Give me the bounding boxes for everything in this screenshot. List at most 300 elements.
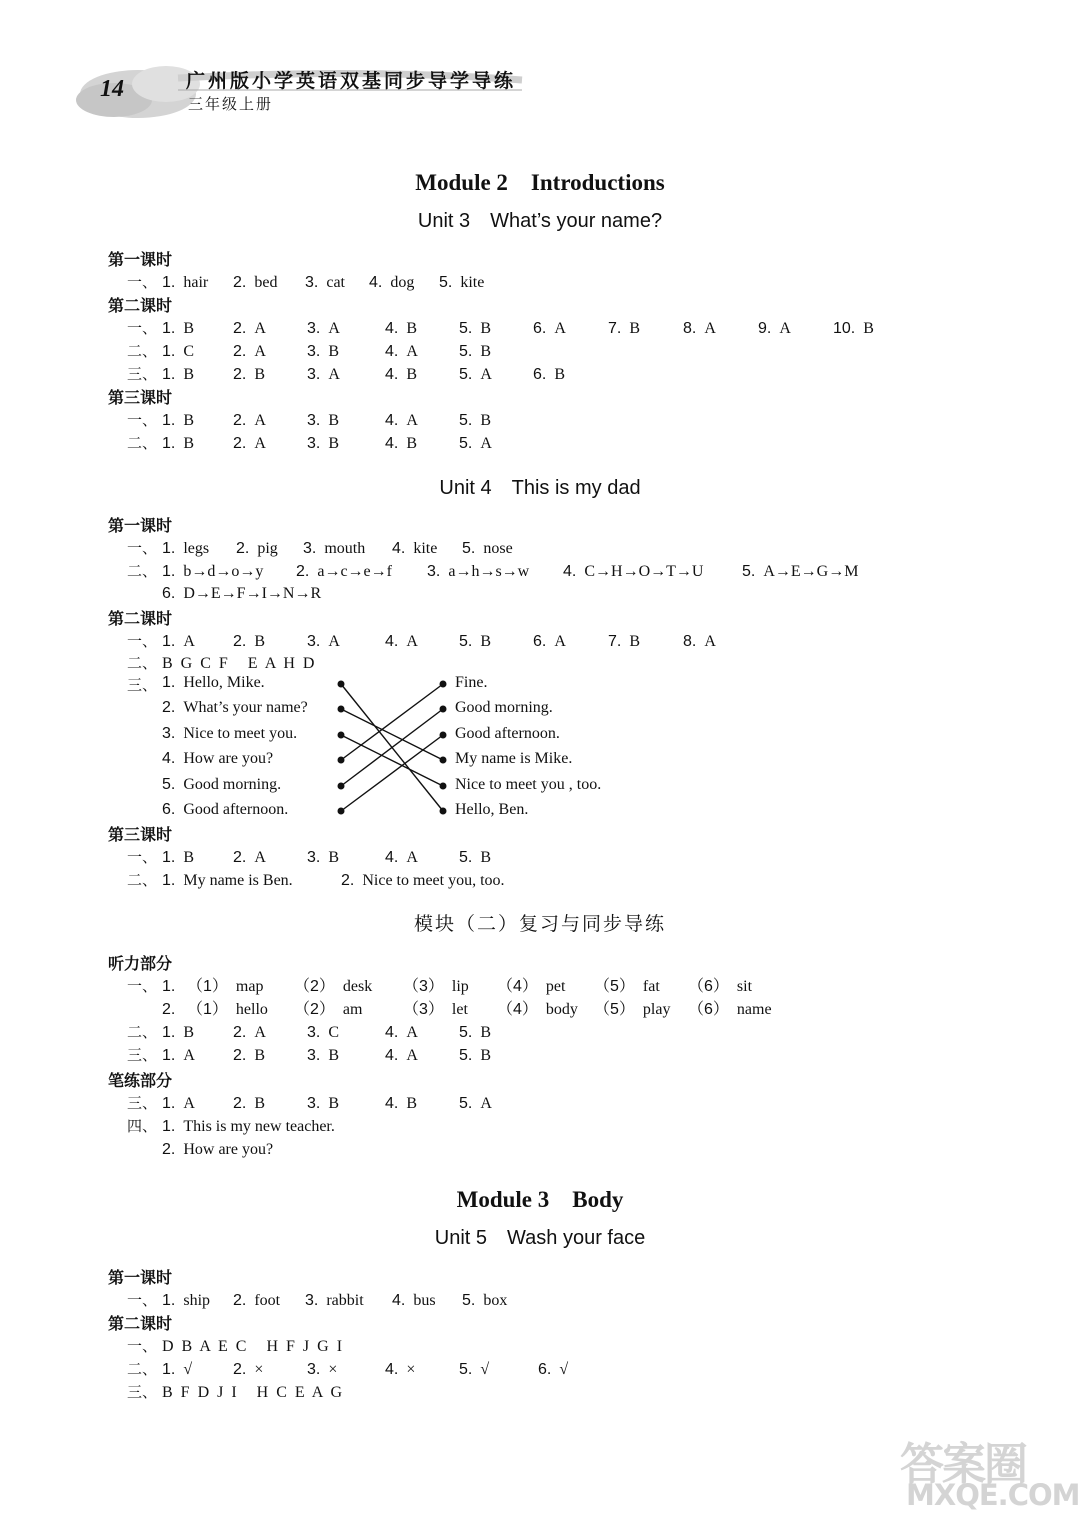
item-answer: A bbox=[254, 412, 266, 429]
item-answer: B bbox=[406, 1095, 418, 1112]
item-answer: A bbox=[779, 320, 791, 337]
item-number: 1. bbox=[162, 1047, 176, 1064]
item-answer: × bbox=[328, 1361, 338, 1378]
item-prefix: 一、 bbox=[127, 632, 158, 650]
answer-item bbox=[187, 975, 263, 998]
item-number: 3. bbox=[305, 274, 319, 291]
answer-item bbox=[233, 1092, 265, 1115]
answer-item bbox=[385, 1358, 415, 1381]
item-number: （4） bbox=[497, 1001, 538, 1018]
item-number: 3. bbox=[307, 1047, 321, 1064]
item-number: 1. bbox=[162, 674, 176, 691]
answer-item bbox=[294, 998, 362, 1021]
answer-item bbox=[162, 1289, 210, 1312]
item-number: （5） bbox=[594, 1001, 635, 1018]
item-answer: pet bbox=[545, 978, 566, 995]
answer-item bbox=[403, 975, 469, 998]
answer-item bbox=[307, 1044, 339, 1067]
item-number: 4. bbox=[385, 320, 399, 337]
item-answer: bed bbox=[254, 274, 278, 291]
match-line bbox=[341, 735, 443, 786]
item-prefix: 三、 bbox=[127, 1383, 158, 1401]
item-answer: a→h→s→w bbox=[448, 563, 530, 580]
match-line bbox=[341, 709, 443, 786]
item-number: 5. bbox=[459, 849, 473, 866]
item-number: 5. bbox=[462, 1292, 476, 1309]
item-number: 4. bbox=[385, 1024, 399, 1041]
item-answer: B bbox=[480, 343, 492, 360]
item-number: 4. bbox=[385, 366, 399, 383]
item-answer: B bbox=[328, 1095, 340, 1112]
module-3-title: Module 3 Body bbox=[456, 1187, 624, 1212]
item-number: 3. bbox=[307, 435, 321, 452]
item-answer: Nice to meet you, too. bbox=[362, 872, 505, 889]
answer-item bbox=[233, 1289, 280, 1312]
item-number: （2） bbox=[294, 978, 335, 995]
item-answer: hair bbox=[183, 274, 209, 291]
item-answer: B bbox=[254, 1095, 266, 1112]
book-title: 广州版小学英语双基同步导学导练 bbox=[186, 70, 517, 92]
answer-item bbox=[688, 998, 772, 1021]
item-answer: play bbox=[642, 1001, 671, 1018]
unit-3-title: Unit 3 What’s your name? bbox=[417, 210, 663, 232]
answer-text: B F D J I H C E A G bbox=[162, 1384, 345, 1401]
item-prefix: 四、 bbox=[127, 1117, 158, 1135]
item-number: 2. bbox=[233, 633, 247, 650]
item-number: 1. bbox=[162, 563, 176, 580]
item-number: 6. bbox=[162, 801, 176, 818]
item-number: 8. bbox=[683, 633, 697, 650]
item-number: 2. bbox=[296, 563, 310, 580]
item-number: 10. bbox=[833, 320, 856, 337]
item-number: 1. bbox=[162, 978, 176, 995]
u4-lesson-1-label: 第一课时 bbox=[108, 516, 173, 535]
item-answer: box bbox=[483, 1292, 508, 1309]
item-answer: × bbox=[406, 1361, 416, 1378]
answer-item bbox=[233, 846, 266, 869]
answer-item bbox=[307, 1021, 339, 1044]
item-number: 3. bbox=[162, 725, 176, 742]
item-answer: A bbox=[328, 320, 340, 337]
answer-item bbox=[385, 846, 418, 869]
item-answer: A bbox=[554, 633, 566, 650]
item-prefix: 一、 bbox=[127, 273, 158, 291]
item-number: 4. bbox=[385, 1047, 399, 1064]
item-answer: name bbox=[736, 1001, 772, 1018]
answer-item bbox=[497, 975, 565, 998]
item-number: 4. bbox=[162, 750, 176, 767]
item-answer: A bbox=[406, 633, 418, 650]
listening-label: 听力部分 bbox=[108, 954, 173, 973]
item-number: 4. bbox=[385, 435, 399, 452]
item-number: 3. bbox=[303, 540, 317, 557]
item-answer: pig bbox=[257, 540, 278, 557]
item-answer: A bbox=[183, 633, 195, 650]
item-text: Good morning. bbox=[183, 776, 282, 793]
item-number: 1. bbox=[162, 366, 176, 383]
item-number: （2） bbox=[294, 1001, 335, 1018]
item-number: （6） bbox=[688, 978, 729, 995]
item-answer: B bbox=[480, 1047, 492, 1064]
match-dot-right bbox=[440, 808, 447, 815]
item-answer: A bbox=[254, 320, 266, 337]
watermark-en: MXQE.COM bbox=[906, 1478, 1080, 1512]
item-answer: A bbox=[406, 412, 418, 429]
item-answer: A bbox=[480, 366, 492, 383]
item-answer: B bbox=[254, 633, 266, 650]
item-answer: A bbox=[480, 1095, 492, 1112]
item-answer: A bbox=[328, 633, 340, 650]
answer-item bbox=[385, 1021, 418, 1044]
item-answer: A bbox=[183, 1095, 195, 1112]
item-number: 1. bbox=[162, 1024, 176, 1041]
match-right-item: Fine. bbox=[455, 674, 488, 691]
match-dot-right bbox=[440, 706, 447, 713]
item-answer: A bbox=[183, 1047, 195, 1064]
item-answer: A bbox=[254, 435, 266, 452]
item-number: 6. bbox=[533, 320, 547, 337]
item-prefix: 一、 bbox=[127, 539, 158, 557]
item-prefix: 三、 bbox=[127, 676, 158, 694]
item-number: 2. bbox=[233, 849, 247, 866]
answer-item bbox=[187, 998, 268, 1021]
item-answer: A bbox=[254, 343, 266, 360]
item-answer: A→E→G→M bbox=[763, 563, 859, 580]
answer-item bbox=[459, 1044, 491, 1067]
item-number: 3. bbox=[307, 366, 321, 383]
answer-item bbox=[307, 1092, 339, 1115]
item-answer: kite bbox=[413, 540, 438, 557]
item-answer: B bbox=[183, 320, 195, 337]
unit-4-title: Unit 4 This is my dad bbox=[439, 477, 641, 499]
item-number: 2. bbox=[162, 1141, 176, 1158]
item-answer: rabbit bbox=[326, 1292, 364, 1309]
item-text: How are you? bbox=[183, 750, 274, 767]
answer-item bbox=[459, 1021, 491, 1044]
item-answer: lip bbox=[451, 978, 469, 995]
u5-lesson-1-label: 第一课时 bbox=[108, 1268, 173, 1287]
item-answer: √ bbox=[183, 1361, 193, 1378]
answer-item bbox=[162, 1021, 194, 1044]
item-answer: B bbox=[328, 435, 340, 452]
item-answer: dog bbox=[390, 274, 415, 291]
answer-item bbox=[294, 975, 372, 998]
answer-item bbox=[305, 1289, 364, 1312]
item-number: 4. bbox=[369, 274, 383, 291]
match-dot-left bbox=[338, 732, 345, 739]
item-answer: desk bbox=[342, 978, 373, 995]
item-number: 2. bbox=[233, 274, 247, 291]
match-dot-right bbox=[440, 732, 447, 739]
item-answer: B bbox=[183, 849, 195, 866]
item-answer: D→E→F→I→N→R bbox=[183, 585, 322, 602]
item-number: 7. bbox=[608, 320, 622, 337]
item-answer: C bbox=[328, 1024, 340, 1041]
item-text: Nice to meet you. bbox=[183, 725, 298, 742]
answer-item bbox=[594, 998, 670, 1021]
item-answer: C→H→O→T→U bbox=[584, 563, 704, 580]
answer-item bbox=[462, 1289, 507, 1312]
item-answer: A bbox=[406, 1024, 418, 1041]
u3-lesson-3-label: 第三课时 bbox=[108, 388, 173, 407]
item-prefix: 二、 bbox=[127, 871, 158, 889]
item-number: 1. bbox=[162, 435, 176, 452]
answer-text: B G C F E A H D bbox=[162, 655, 317, 672]
answer-item bbox=[538, 1358, 568, 1381]
item-answer: b→d→o→y bbox=[183, 563, 264, 580]
item-number: 5. bbox=[459, 633, 473, 650]
item-answer: legs bbox=[183, 540, 210, 557]
item-number: （3） bbox=[403, 1001, 444, 1018]
item-number: 4. bbox=[563, 563, 577, 580]
item-answer: hello bbox=[235, 1001, 268, 1018]
item-answer: cat bbox=[326, 274, 345, 291]
item-answer: foot bbox=[254, 1292, 281, 1309]
item-answer: A bbox=[406, 849, 418, 866]
match-line bbox=[341, 709, 443, 760]
item-number: （5） bbox=[594, 978, 635, 995]
item-prefix: 一、 bbox=[127, 848, 158, 866]
item-answer: fat bbox=[642, 978, 660, 995]
answer-item bbox=[341, 869, 505, 892]
item-number: 2. bbox=[162, 1001, 176, 1018]
answer-item bbox=[392, 1289, 436, 1312]
item-number: 4. bbox=[385, 412, 399, 429]
item-number: 3. bbox=[307, 1024, 321, 1041]
item-number: 4. bbox=[392, 540, 406, 557]
item-number: 2. bbox=[233, 1361, 247, 1378]
item-answer: √ bbox=[559, 1361, 569, 1378]
answer-item bbox=[233, 1021, 266, 1044]
answer-item bbox=[162, 1044, 195, 1067]
u3-lesson-1-label: 第一课时 bbox=[108, 250, 173, 269]
item-number: 2. bbox=[233, 366, 247, 383]
item-number: 1. bbox=[162, 872, 176, 889]
match-dot-right bbox=[440, 783, 447, 790]
u3-lesson-2-label: 第二课时 bbox=[108, 296, 173, 315]
item-number: 3. bbox=[307, 633, 321, 650]
unit-5-title: Unit 5 Wash your face bbox=[434, 1227, 646, 1249]
item-number: （1） bbox=[187, 1001, 228, 1018]
item-number: 3. bbox=[307, 849, 321, 866]
item-number: 1. bbox=[162, 1095, 176, 1112]
item-number: 3. bbox=[307, 343, 321, 360]
answer-item bbox=[385, 1044, 418, 1067]
item-answer: × bbox=[254, 1361, 264, 1378]
answer-item bbox=[162, 869, 293, 892]
item-number: 3. bbox=[307, 412, 321, 429]
match-dot-left bbox=[338, 783, 345, 790]
item-number: 3. bbox=[307, 1361, 321, 1378]
item-answer: B bbox=[254, 366, 266, 383]
match-right-item: Nice to meet you , too. bbox=[455, 776, 602, 793]
item-number: （6） bbox=[688, 1001, 729, 1018]
item-number: 1. bbox=[162, 320, 176, 337]
item-prefix: 一、 bbox=[127, 1337, 158, 1355]
item-number: 5. bbox=[459, 435, 473, 452]
item-answer: B bbox=[480, 412, 492, 429]
page-number: 14 bbox=[100, 76, 124, 102]
item-text: Hello, Mike. bbox=[183, 674, 265, 691]
item-answer: B bbox=[254, 1047, 266, 1064]
item-number: 2. bbox=[341, 872, 355, 889]
item-number: 2. bbox=[233, 1047, 247, 1064]
answer-item bbox=[162, 1138, 273, 1161]
item-answer: B bbox=[328, 849, 340, 866]
item-number: 7. bbox=[608, 633, 622, 650]
answer-item bbox=[233, 1358, 263, 1381]
item-number: 2. bbox=[233, 320, 247, 337]
item-answer: B bbox=[480, 320, 492, 337]
item-number: 8. bbox=[683, 320, 697, 337]
item-answer: ship bbox=[183, 1292, 211, 1309]
item-number: 6. bbox=[538, 1361, 552, 1378]
answer-item bbox=[162, 846, 194, 869]
item-number: 4. bbox=[385, 1095, 399, 1112]
u4-lesson-3-label: 第三课时 bbox=[108, 825, 173, 844]
item-prefix: 一、 bbox=[127, 319, 158, 337]
answer-item bbox=[162, 1358, 192, 1381]
item-answer: body bbox=[545, 1001, 578, 1018]
item-answer: bus bbox=[413, 1292, 436, 1309]
item-number: 1. bbox=[162, 849, 176, 866]
item-answer: mouth bbox=[324, 540, 366, 557]
item-answer: map bbox=[235, 978, 264, 995]
review-title: 模块（二）复习与同步导练 bbox=[413, 913, 666, 935]
item-number: 5. bbox=[459, 1361, 473, 1378]
match-right-item: Good morning. bbox=[455, 699, 553, 716]
item-prefix: 三、 bbox=[127, 1046, 158, 1064]
item-answer: This is my new teacher. bbox=[183, 1118, 335, 1135]
item-number: 5. bbox=[439, 274, 453, 291]
item-answer: B bbox=[328, 1047, 340, 1064]
answer-item bbox=[307, 846, 339, 869]
item-answer: My name is Ben. bbox=[183, 872, 293, 889]
answer-text: D B A E C H F J G I bbox=[162, 1338, 345, 1355]
answer-item bbox=[385, 1092, 417, 1115]
item-prefix: 一、 bbox=[127, 1291, 158, 1309]
item-number: 2. bbox=[233, 343, 247, 360]
item-answer: A bbox=[704, 320, 716, 337]
match-dot-left bbox=[338, 757, 345, 764]
item-answer: am bbox=[342, 1001, 363, 1018]
item-number: 5. bbox=[459, 1024, 473, 1041]
answer-item bbox=[497, 998, 578, 1021]
item-answer: B bbox=[480, 633, 492, 650]
item-answer: B bbox=[406, 366, 418, 383]
item-prefix: 二、 bbox=[127, 1023, 158, 1041]
module-2-title: Module 2 Introductions bbox=[415, 170, 665, 195]
item-answer: C bbox=[183, 343, 195, 360]
item-answer: A bbox=[406, 343, 418, 360]
match-dot-left bbox=[338, 681, 345, 688]
item-answer: nose bbox=[483, 540, 513, 557]
item-answer: B bbox=[863, 320, 874, 337]
item-prefix: 二、 bbox=[127, 654, 158, 672]
item-number: 6. bbox=[533, 633, 547, 650]
item-number: 2. bbox=[233, 1024, 247, 1041]
item-number: 1. bbox=[162, 1292, 176, 1309]
item-number: 4. bbox=[385, 633, 399, 650]
item-number: 4. bbox=[385, 343, 399, 360]
item-answer: B bbox=[183, 435, 195, 452]
item-prefix: 二、 bbox=[127, 562, 158, 580]
item-answer: B bbox=[480, 1024, 492, 1041]
item-prefix: 二、 bbox=[127, 434, 158, 452]
item-prefix: 二、 bbox=[127, 342, 158, 360]
item-number: 3. bbox=[427, 563, 441, 580]
item-number: 6. bbox=[162, 585, 176, 602]
item-answer: B bbox=[183, 366, 195, 383]
answer-item bbox=[162, 1092, 195, 1115]
item-number: 1. bbox=[162, 633, 176, 650]
item-answer: A bbox=[554, 320, 566, 337]
item-number: 3. bbox=[307, 320, 321, 337]
item-prefix: 三、 bbox=[127, 365, 158, 383]
item-number: 1. bbox=[162, 343, 176, 360]
item-number: 2. bbox=[233, 1095, 247, 1112]
item-answer: B bbox=[183, 1024, 195, 1041]
item-answer: B bbox=[406, 320, 418, 337]
item-answer: A bbox=[480, 435, 492, 452]
item-number: （1） bbox=[187, 978, 228, 995]
item-number: 5. bbox=[742, 563, 756, 580]
item-number: 3. bbox=[305, 1292, 319, 1309]
item-prefix: 二、 bbox=[127, 1360, 158, 1378]
answer-item bbox=[403, 998, 468, 1021]
answer-item bbox=[459, 1358, 489, 1381]
match-dot-right bbox=[440, 681, 447, 688]
item-answer: √ bbox=[480, 1361, 490, 1378]
match-right-item: My name is Mike. bbox=[455, 750, 573, 767]
match-dot-left bbox=[338, 808, 345, 815]
item-answer: B bbox=[629, 633, 641, 650]
item-number: 2. bbox=[233, 412, 247, 429]
item-prefix: 一、 bbox=[127, 411, 158, 429]
answer-item bbox=[594, 975, 660, 998]
match-dot-left bbox=[338, 706, 345, 713]
writing-label: 笔练部分 bbox=[108, 1071, 173, 1090]
item-number: 1. bbox=[162, 540, 176, 557]
answer-item bbox=[459, 1092, 492, 1115]
item-text: Good afternoon. bbox=[183, 801, 289, 818]
item-number: 5. bbox=[459, 343, 473, 360]
item-answer: B bbox=[629, 320, 641, 337]
item-answer: a→c→e→f bbox=[317, 563, 392, 580]
match-dot-right bbox=[440, 757, 447, 764]
item-number: 6. bbox=[533, 366, 547, 383]
item-answer: B bbox=[183, 412, 195, 429]
item-answer: kite bbox=[460, 274, 485, 291]
item-answer: B bbox=[554, 366, 566, 383]
item-number: 5. bbox=[462, 540, 476, 557]
item-number: 2. bbox=[233, 435, 247, 452]
item-number: 4. bbox=[385, 1361, 399, 1378]
item-answer: A bbox=[328, 366, 340, 383]
answer-item bbox=[162, 1115, 335, 1138]
item-answer: let bbox=[451, 1001, 468, 1018]
item-answer: A bbox=[406, 1047, 418, 1064]
answer-item bbox=[233, 1044, 265, 1067]
item-answer: A bbox=[254, 1024, 266, 1041]
match-right-item: Good afternoon. bbox=[455, 725, 560, 742]
item-number: （3） bbox=[403, 978, 444, 995]
item-number: 1. bbox=[162, 274, 176, 291]
answer-item bbox=[162, 998, 183, 1021]
item-number: 2. bbox=[233, 1292, 247, 1309]
item-number: 5. bbox=[459, 412, 473, 429]
item-number: 4. bbox=[385, 849, 399, 866]
